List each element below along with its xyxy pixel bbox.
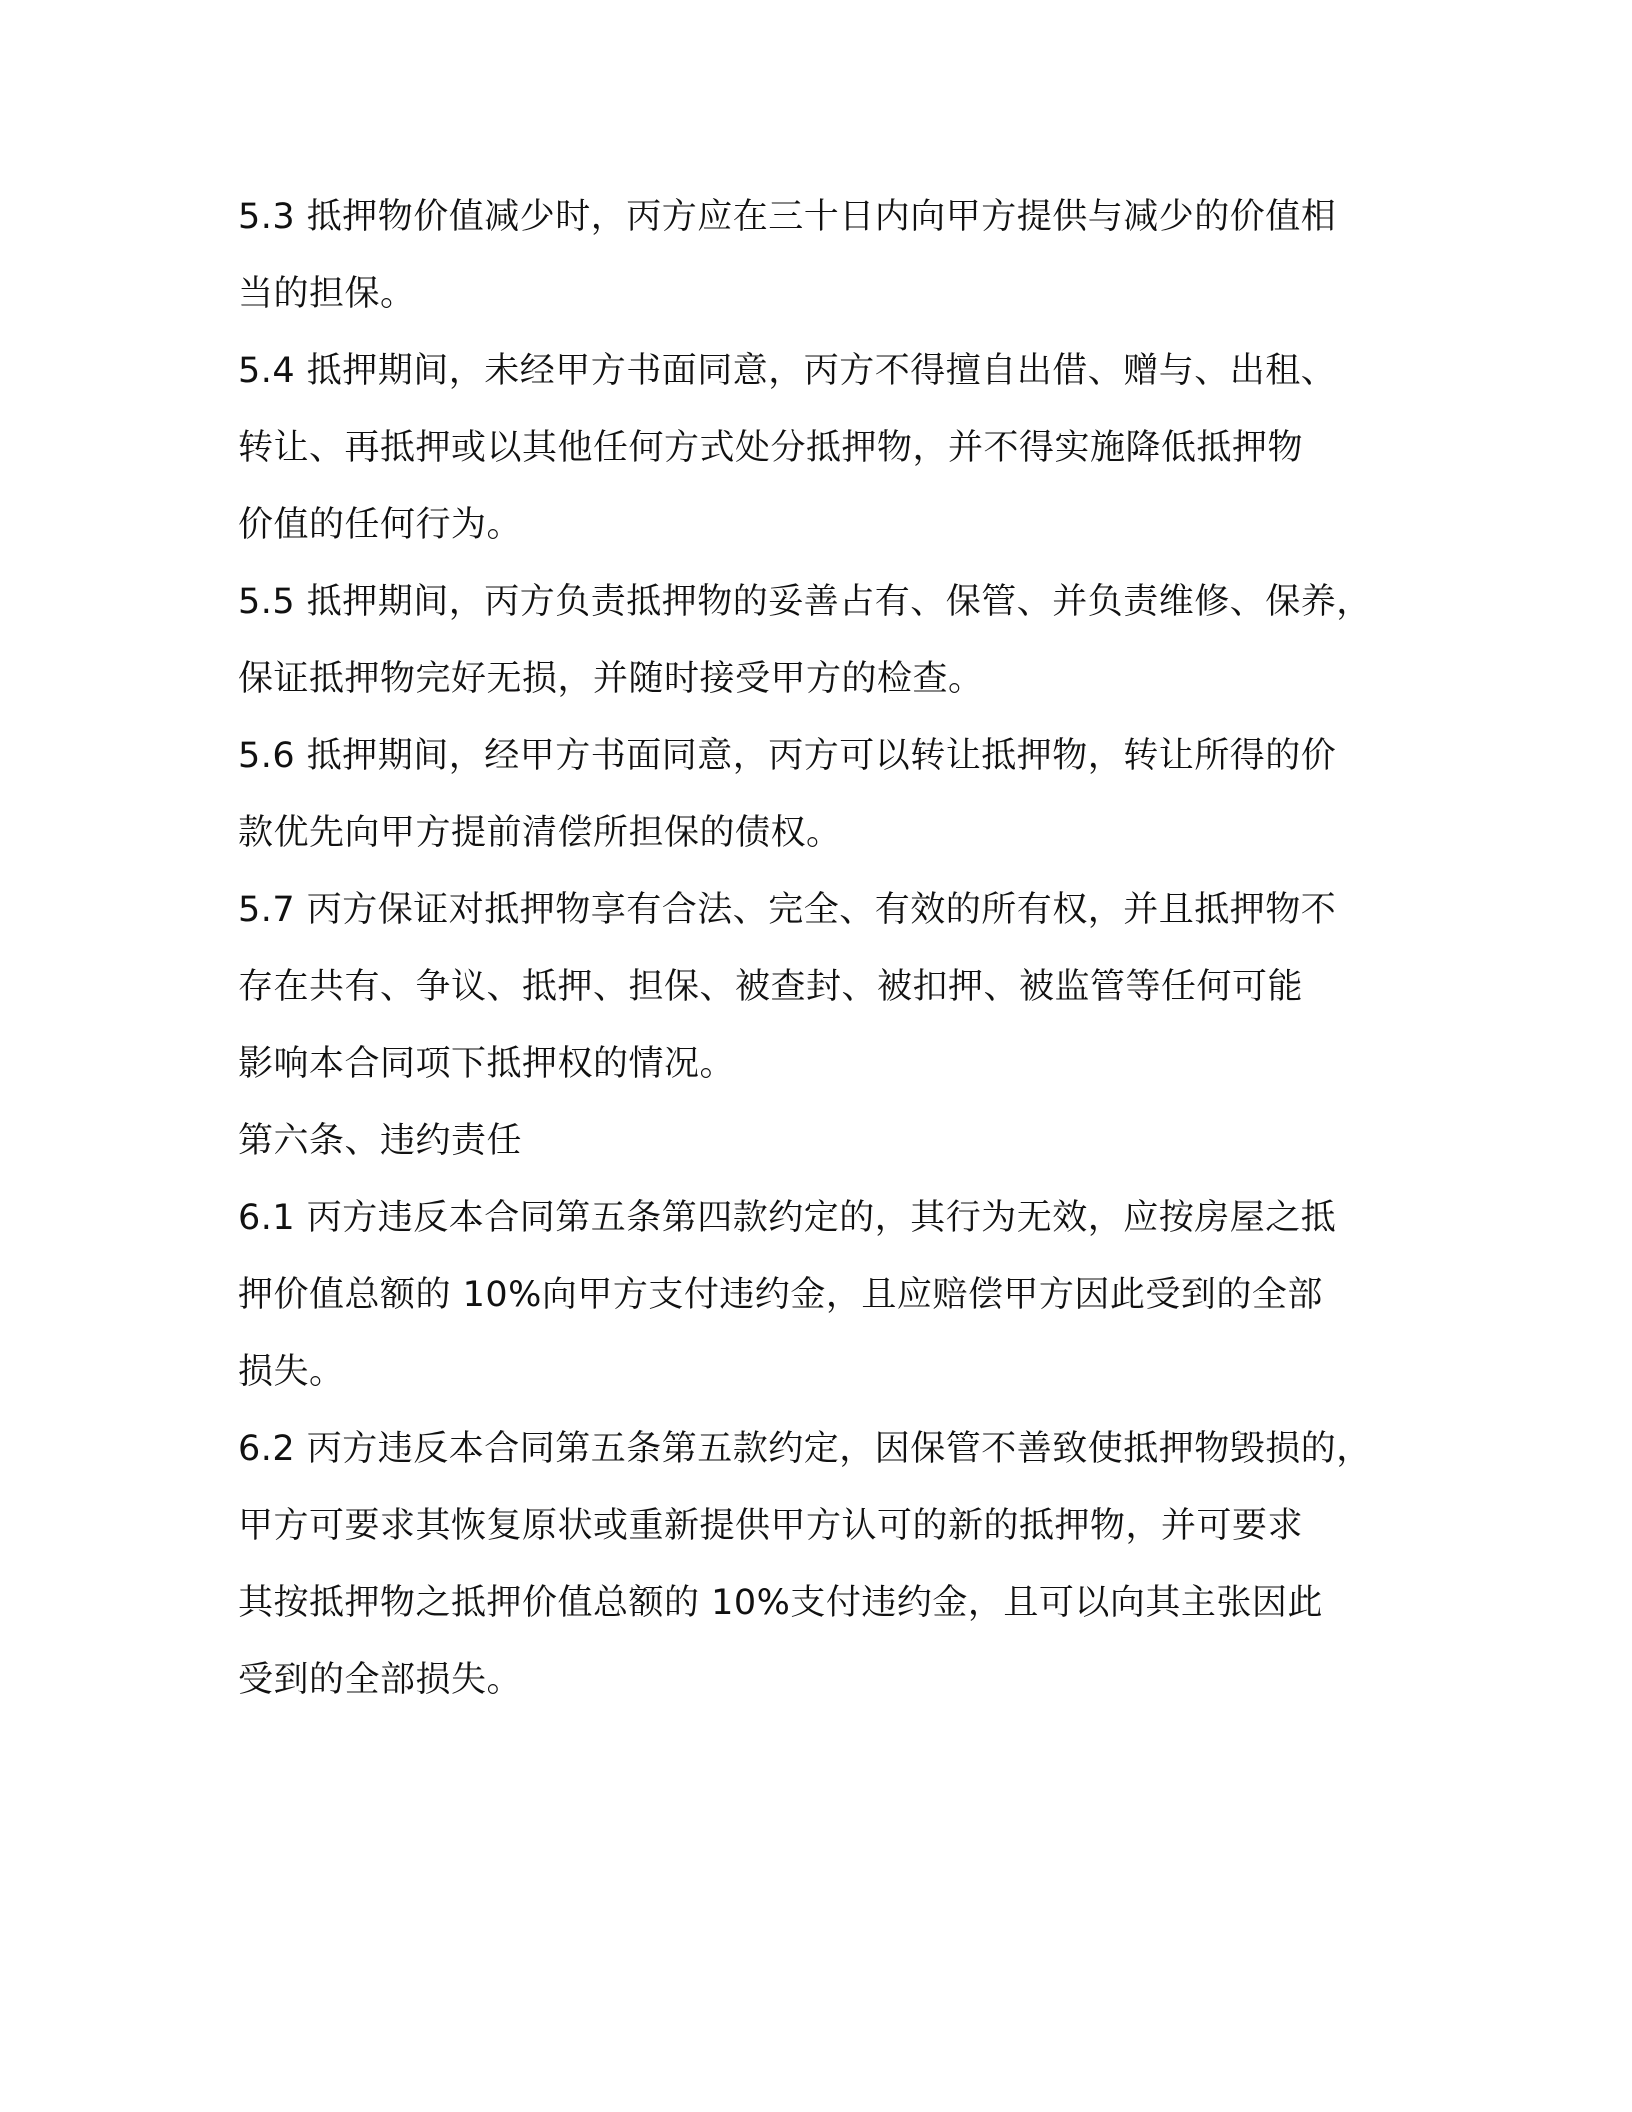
clause-6-2-line-4: 受到的全部损失。 xyxy=(238,1660,523,1700)
clause-5-4-line-2: 转让、再抵押或以其他任何方式处分抵押物，并不得实施降低抵押物 xyxy=(238,428,1304,468)
clause-5-6-line-2: 款优先向甲方提前清偿所担保的债权。 xyxy=(238,813,842,853)
clause-5-7-line-1: 5.7 丙方保证对抵押物享有合法、完全、有效的所有权，并且抵押物不 xyxy=(238,890,1337,930)
clause-6-1-line-1: 6.1 丙方违反本合同第五条第四款约定的，其行为无效，应按房屋之抵 xyxy=(238,1198,1337,1238)
clause-6-2-line-2: 甲方可要求其恢复原状或重新提供甲方认可的新的抵押物，并可要求 xyxy=(238,1506,1304,1546)
clause-5-6-line-1: 5.6 抵押期间，经甲方书面同意，丙方可以转让抵押物，转让所得的价 xyxy=(238,736,1337,776)
clause-6-2-line-1: 6.2 丙方违反本合同第五条第五款约定，因保管不善致使抵押物毁损的， xyxy=(238,1429,1372,1469)
clause-5-5-line-1: 5.5 抵押期间，丙方负责抵押物的妥善占有、保管、并负责维修、保养， xyxy=(238,582,1372,622)
clause-5-7-line-3: 影响本合同项下抵押权的情况。 xyxy=(238,1044,736,1084)
clause-5-7-line-2: 存在共有、争议、抵押、担保、被查封、被扣押、被监管等任何可能 xyxy=(238,967,1304,1007)
contract-text xyxy=(238,185,1418,1725)
clause-6-2-line-3: 其按抵押物之抵押价值总额的 10%支付违约金，且可以向其主张因此 xyxy=(238,1583,1323,1623)
clause-5-4-line-3: 价值的任何行为。 xyxy=(238,505,523,545)
clause-5-3-line-1: 5.3 抵押物价值减少时，丙方应在三十日内向甲方提供与减少的价值相 xyxy=(238,197,1337,237)
clause-6-1-line-2: 押价值总额的 10%向甲方支付违约金，且应赔偿甲方因此受到的全部 xyxy=(238,1275,1323,1315)
clause-5-5-line-2: 保证抵押物完好无损，并随时接受甲方的检查。 xyxy=(238,659,984,699)
clause-6-1-line-3: 损失。 xyxy=(238,1352,345,1392)
clause-5-3-line-2: 当的担保。 xyxy=(238,274,416,314)
clause-5-4-line-1: 5.4 抵押期间，未经甲方书面同意，丙方不得擅自出借、赠与、出租、 xyxy=(238,351,1337,391)
article-6-heading: 第六条、违约责任 xyxy=(238,1121,523,1161)
